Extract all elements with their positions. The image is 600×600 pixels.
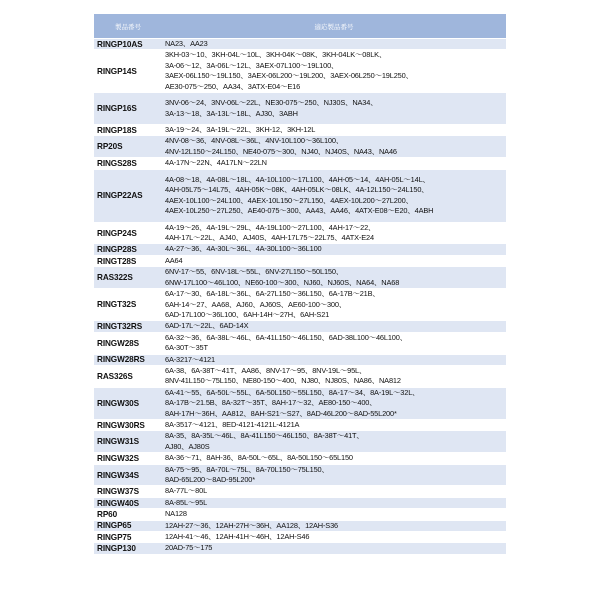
table-row — [94, 169, 506, 222]
compatible-products-cell — [162, 520, 506, 531]
compatible-products-cell — [162, 136, 506, 158]
product-number-cell: RINGT28S — [94, 255, 162, 266]
compatible-products-line: 8A-3517～4121、8ED-4121-4121L-4121A — [165, 419, 300, 429]
header-compatible-product-number: 適応製品番号 — [162, 14, 506, 39]
table-row — [94, 136, 506, 158]
table-row — [94, 222, 506, 244]
product-number-cell: RINGW30RS — [94, 419, 162, 430]
compatible-products-line: 12AH-27～36、12AH-27H～36H、AA128、12AH-S36 — [165, 520, 338, 530]
compatible-products-cell — [162, 158, 506, 169]
compatible-products-line: 4A-08～18、4A-08L～18L、4A-10L100～17L100、4AH-05～14、4AH-05L～14L、 — [165, 174, 430, 184]
product-number-cell: RINGP24S — [94, 222, 162, 244]
compatible-products-line: 6A-32～36、6A-38L～46L、6A-41L150～46L150、6AD-38L100～46L100、 — [165, 332, 407, 342]
header-product-number: 製品番号 — [94, 14, 162, 39]
compatible-products-line: AE30-075～250、AA34、3ATX-E04～E16 — [165, 81, 301, 91]
product-number-cell: RAS322S — [94, 267, 162, 289]
compatible-products-line: 8NV-41L150～75L150、NE80-150～400、NJ80、NJ80S、NA86、NA812 — [165, 376, 401, 386]
compatible-products-line: NA128 — [165, 509, 187, 519]
product-number-cell: RINGW28S — [94, 332, 162, 354]
compatible-products-line: 4AH-05L75～14L75、4AH-05K～08K、4AH-05LK～08LK、4A-12L150～24L150、 — [165, 185, 429, 195]
table-header-row — [94, 14, 506, 39]
product-number-cell: RINGP22AS — [94, 169, 162, 222]
compatible-products-line: 3A-19～24、3A-19L～22L、3KH-12、3KH-12L — [165, 125, 316, 135]
product-number-cell: RAS326S — [94, 365, 162, 387]
compatible-products-line: 8A-85L～95L — [165, 497, 208, 507]
product-number-cell: RINGP16S — [94, 93, 162, 125]
compatible-products-line: 4NV-12L150～24L150、NE40-075～300、NJ40、NJ40S、NA43、NA46 — [165, 146, 397, 156]
compatible-products-cell — [162, 244, 506, 255]
table-row — [94, 158, 506, 169]
product-number-cell: RP60 — [94, 509, 162, 520]
compatible-products-line: 8AD-65L200～8AD-95L200* — [165, 475, 255, 484]
compatible-products-line: 6A-17～30、6A-18L～36L、6A-27L150～36L150、6A-17B～21B、 — [165, 289, 380, 299]
table-row — [94, 255, 506, 266]
table-row — [94, 431, 506, 453]
compatible-products-line: 3KH-03～10、3KH-04L～10L、3KH-04K～08K、3KH-04LK～08LK、 — [165, 50, 387, 60]
compatible-products-cell — [162, 125, 506, 136]
compatible-products-cell — [162, 365, 506, 387]
compatible-products-line: 6A-30T～35T — [165, 343, 208, 353]
compatible-products-line: AA64 — [165, 255, 183, 265]
product-number-cell: RINGP18S — [94, 125, 162, 136]
compatible-products-line: 4A-27～36、4A-30L～36L、4A-30L100～36L100 — [165, 244, 322, 254]
compatible-products-line: 8A-36～71、8AH-36、8A-50L～65L、8A-50L150～65L150 — [165, 453, 353, 463]
compatible-products-cell — [162, 543, 506, 554]
product-compatibility-table-container — [94, 14, 506, 555]
compatible-products-line: 8AH-17H～36H、AA812、8AH-S21～S27、8AD-46L200～8AD-55L200* — [165, 408, 397, 418]
compatible-products-cell — [162, 93, 506, 125]
table-row — [94, 453, 506, 464]
product-number-cell: RINGS28S — [94, 158, 162, 169]
compatible-products-cell — [162, 431, 506, 453]
compatible-products-cell — [162, 532, 506, 543]
table-row — [94, 464, 506, 486]
product-number-cell: RINGP28S — [94, 244, 162, 255]
compatible-products-line: 6NW-17L100～46L100、NE60-100～300、NJ60、NJ60S、NA64、NA68 — [165, 277, 400, 287]
compatible-products-line: 6NV-17～55、6NV-18L～55L、6NV-27L150～50L150、 — [165, 267, 344, 277]
table-row — [94, 289, 506, 321]
compatible-products-cell — [162, 50, 506, 93]
table-row — [94, 486, 506, 497]
compatible-products-line: 8A-75～95、8A-70L～75L、8A-70L150～75L150、 — [165, 464, 329, 474]
compatible-products-cell — [162, 267, 506, 289]
table-row — [94, 332, 506, 354]
table-row — [94, 520, 506, 531]
compatible-products-line: 3A-13～18、3A-13L～18L、AJ30、3ABH — [165, 108, 298, 118]
table-row — [94, 354, 506, 365]
table-row — [94, 532, 506, 543]
compatible-products-cell — [162, 354, 506, 365]
table-row — [94, 419, 506, 430]
product-number-cell: RINGW32S — [94, 453, 162, 464]
compatible-products-cell — [162, 464, 506, 486]
compatible-products-line: 6A-3217～4121 — [165, 354, 215, 364]
compatible-products-cell — [162, 255, 506, 266]
compatible-products-cell — [162, 453, 506, 464]
product-number-cell: RINGP14S — [94, 50, 162, 93]
compatible-products-line: 4A-17N～22N、4A17LN～22LN — [165, 158, 267, 168]
product-number-cell: RINGP75 — [94, 532, 162, 543]
compatible-products-line: 3A-06～12、3A-06L～12L、3AEX-07L100～19L100、 — [165, 60, 339, 70]
compatible-products-line: 3NV-06～24、3NV-06L～22L、NE30-075～250、NJ30S、NA34、 — [165, 98, 378, 108]
compatible-products-line: AJ80、AJ80S — [165, 441, 210, 451]
compatible-products-line: 6AD-17L～22L、6AD-14X — [165, 321, 249, 331]
compatible-products-line: 8A-35、8A-35L～46L、8A-41L150～46L150、8A-38T～41T、 — [165, 431, 364, 441]
product-number-cell: RINGW30S — [94, 387, 162, 419]
product-compatibility-table — [94, 14, 506, 555]
product-number-cell: RINGP130 — [94, 543, 162, 554]
table-row — [94, 387, 506, 419]
product-number-cell: RINGW37S — [94, 486, 162, 497]
compatible-products-cell — [162, 497, 506, 508]
product-number-cell: RINGW40S — [94, 497, 162, 508]
compatible-products-line: 4AH-17L～22L、AJ40、AJ40S、4AH-17L75～22L75、4ATX-E24 — [165, 233, 374, 243]
table-row — [94, 50, 506, 93]
product-number-cell: RINGP65 — [94, 520, 162, 531]
compatible-products-cell — [162, 509, 506, 520]
compatible-products-cell — [162, 419, 506, 430]
compatible-products-line: 8A-77L～80L — [165, 486, 208, 496]
product-number-cell: RINGW28RS — [94, 354, 162, 365]
product-number-cell: RP20S — [94, 136, 162, 158]
compatible-products-cell — [162, 321, 506, 332]
compatible-products-line: 12AH-41～46、12AH-41H～46H、12AH-S46 — [165, 532, 310, 542]
compatible-products-line: NA23、AA23 — [165, 39, 208, 48]
table-row — [94, 365, 506, 387]
compatible-products-cell — [162, 486, 506, 497]
table-row — [94, 497, 506, 508]
table-row — [94, 509, 506, 520]
product-number-cell: RINGW31S — [94, 431, 162, 453]
compatible-products-line: 4AEX-10L100～24L100、4AEX-10L150～27L150、4AEX-10L200～27L200、 — [165, 195, 413, 205]
compatible-products-line: 4A-19～26、4A-19L～29L、4A-19L100～27L100、4AH-17～22、 — [165, 222, 376, 232]
compatible-products-line: 3AEX-06L150～19L150、3AEX-06L200～19L200、3AEX-06L250～19L250、 — [165, 71, 413, 81]
compatible-products-line: 6AD-17L100～36L100、6AH-14H～27H、6AH-S21 — [165, 309, 330, 319]
compatible-products-cell — [162, 387, 506, 419]
compatible-products-cell — [162, 332, 506, 354]
compatible-products-line: 6AH-14～27、AA68、AJ60、AJ60S、AE60-100～300、 — [165, 299, 347, 309]
table-row — [94, 321, 506, 332]
product-number-cell: RINGP10AS — [94, 39, 162, 50]
compatible-products-cell — [162, 289, 506, 321]
product-number-cell: RINGT32RS — [94, 321, 162, 332]
table-row — [94, 39, 506, 50]
compatible-products-cell — [162, 222, 506, 244]
compatible-products-line: 20AD-75～175 — [165, 543, 213, 553]
product-number-cell: RINGT32S — [94, 289, 162, 321]
compatible-products-line: 6A-38、6A-38T～41T、AA86、8NV-17～95、8NV-19L～95L、 — [165, 365, 367, 375]
table-row — [94, 267, 506, 289]
table-row — [94, 244, 506, 255]
table-body — [94, 39, 506, 555]
compatible-products-line: 4AEX-10L250～27L250、AE40-075～300、AA43、AA46、4ATX-E08～E20、4ABH — [165, 206, 434, 216]
compatible-products-line: 4NV-08～36、4NV-08L～36L、4NV-10L100～36L100、 — [165, 136, 344, 146]
compatible-products-line: 6A-41～55、6A-50L～55L、6A-50L150～55L150、8A-17～34、8A-19L～32L、 — [165, 387, 420, 397]
table-row — [94, 125, 506, 136]
compatible-products-line: 8A-17B～21.5B、8A-32T～35T、8AH-17～32、AE80-150～400、 — [165, 398, 377, 408]
compatible-products-cell — [162, 169, 506, 222]
table-row — [94, 543, 506, 554]
table-row — [94, 93, 506, 125]
compatible-products-cell — [162, 39, 506, 50]
product-number-cell: RINGW34S — [94, 464, 162, 486]
